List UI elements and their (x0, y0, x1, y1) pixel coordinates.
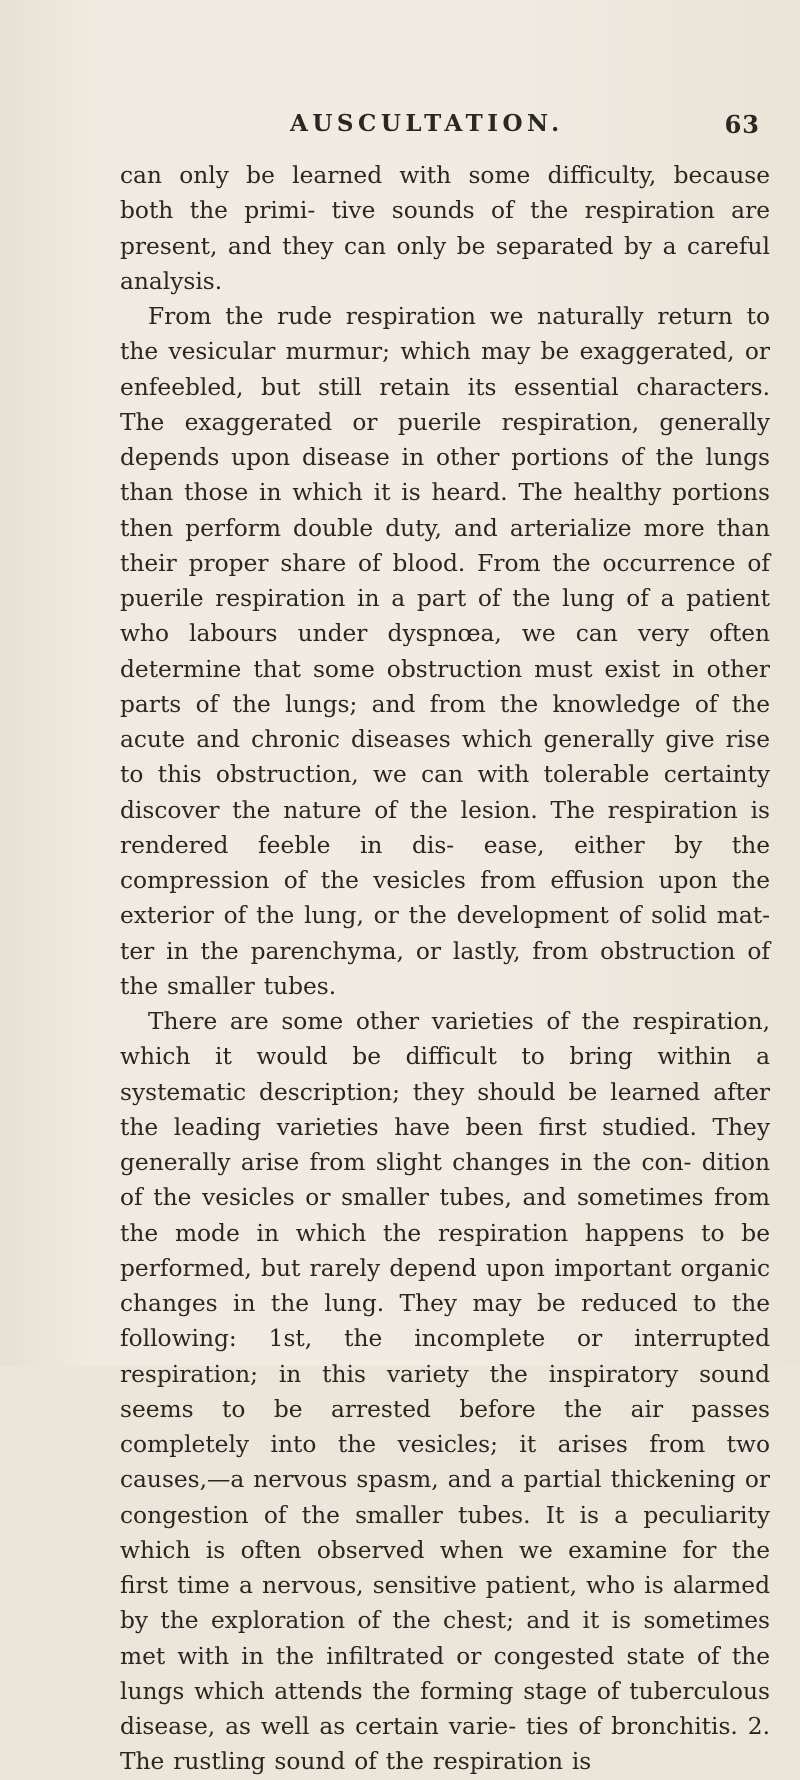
paragraph-vesicular-murmur: From the rude respiration we naturally return to the vesicular murmur; which may be exaggerated, or enfeebled, but still retain its essential characters. The exaggerated or puerile respiration, generally depends upon disease in other portions of the lungs than those in which it is heard. The healthy portions then perform double duty, and arterialize more than their proper share of blood. From the occurrence of puerile respiration in a part of the lung of a patient who labours under dyspnœa, we can very often determine that some obstruction must exist in other parts of the lungs; and from the knowledge of the acute and chronic diseases which generally give rise to this obstruction, we can with tolerable certainty discover the nature of the lesion. The respiration is rendered feeble in dis- ease, either by the compression of the vesicles from effusion upon the exterior of the lung, or the development of solid mat- ter in the parenchyma, or lastly, from obstruction of the smaller tubes. (120, 303, 770, 1000)
page-number: 63 (724, 110, 760, 139)
paragraph-continuation: can only be learned with some difficulty, because both the primi- tive sounds of the respiration are present, and they can only be separated by a careful analysis. (120, 162, 770, 295)
running-head (120, 110, 770, 146)
paragraph-other-varieties: There are some other varieties of the respiration, which it would be difficult to bring within a systematic description; they should be learned after the leading varieties have been first studied. They generally arise from slight changes in the con- dition of the vesicles or smaller tubes, and sometimes from the mode in which the respiration happens to be performed, but rarely depend upon important organic changes in the lung. They may be reduced to the following: 1st, the incomplete or interrupted respiration; in this variety the inspiratory sound seems to be arrested before the air passes completely into the vesicles; it arises from two causes,—a nervous spasm, and a partial thickening or congestion of the smaller tubes. It is a peculiarity which is often observed when we examine for the first time a nervous, sensitive patient, who is alarmed by the exploration of the chest; and it is sometimes met with in the infiltrated or congested state of the lungs which attends the forming stage of tuberculous disease, as well as certain varie- ties of bronchitis. 2. The rustling sound of the respiration is (120, 1008, 770, 1776)
running-title: AUSCULTATION. (290, 110, 564, 137)
body-text (120, 158, 770, 1780)
